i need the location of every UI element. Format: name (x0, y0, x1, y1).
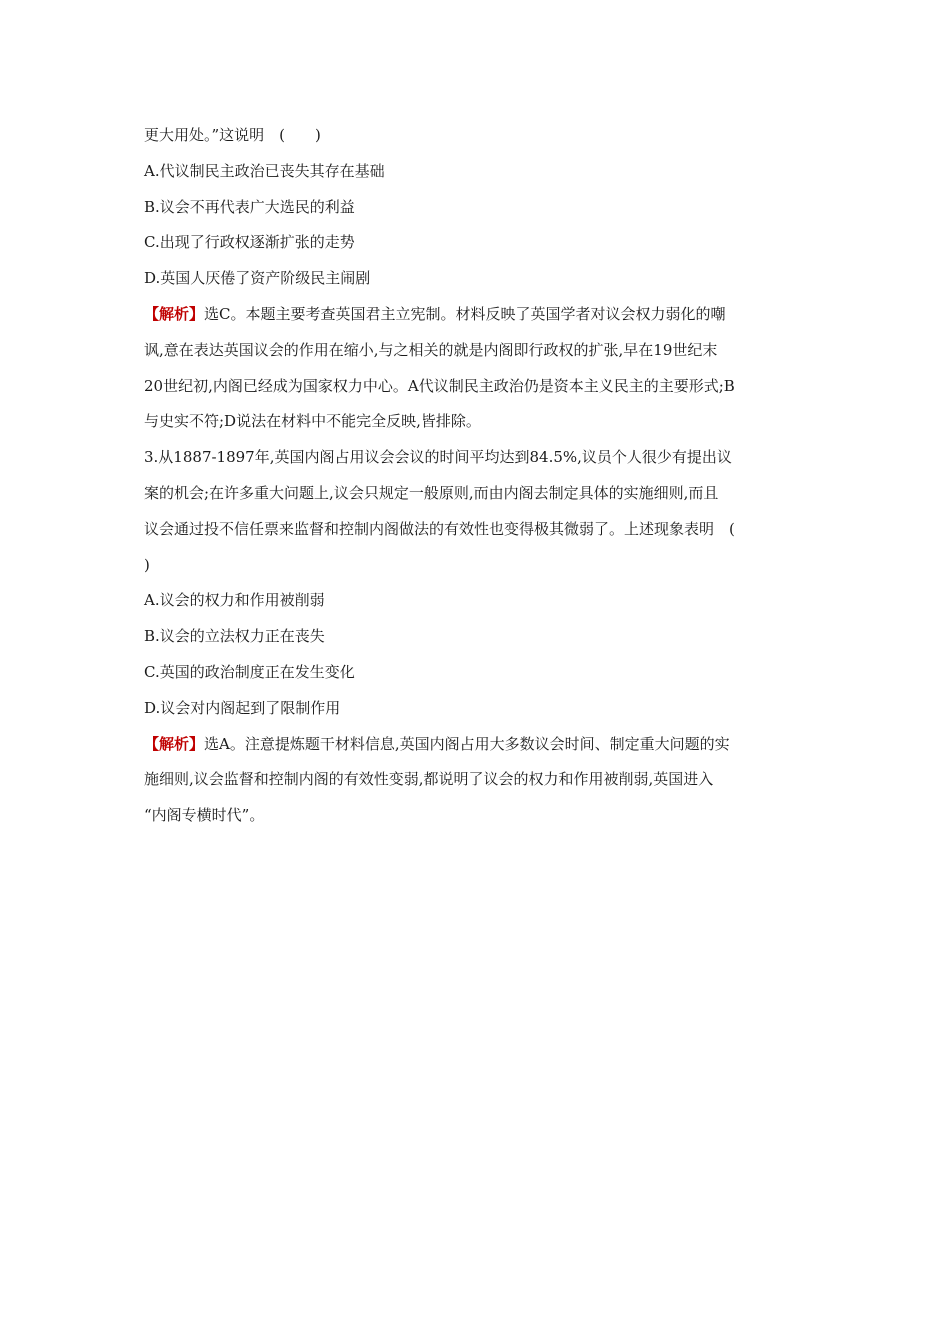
q3-option-a: A.议会的权力和作用被削弱 (144, 591, 325, 610)
document-page (144, 118, 814, 834)
q2-option-a: A.代议制民主政治已丧失其存在基础 (144, 161, 385, 180)
q2-analysis-line-3: 20世纪初,内阁已经成为国家权力中心。A代议制民主政治仍是资本主义民主的主要形式;B (144, 376, 735, 395)
q2-option-c: C.出现了行政权逐渐扩张的走势 (144, 233, 355, 252)
q2-option-d: D.英国人厌倦了资产阶级民主闹剧 (144, 269, 371, 288)
q3-analysis-line-2: 施细则,议会监督和控制内阁的有效性变弱,都说明了议会的权力和作用被削弱,英国进入 (144, 770, 714, 789)
q3-analysis-line-1 (144, 727, 814, 763)
q3-analysis-tag: 【解析】 (144, 734, 205, 753)
q2-option-b: B.议会不再代表广大选民的利益 (144, 197, 355, 216)
q3-option-d: D.议会对内阁起到了限制作用 (144, 698, 341, 717)
q3-stem-line-2: 案的机会;在许多重大问题上,议会只规定一般原则,而由内阁去制定具体的实施细则,而且 (144, 483, 719, 502)
q2-analysis-line-4: 与史实不符;D说法在材料中不能完全反映,皆排除。 (144, 412, 481, 431)
q2-stem-tail: 更大用处。”这说明 ( ) (144, 126, 321, 144)
q2-analysis-tag: 【解析】 (144, 304, 205, 323)
q3-stem-line-3: 议会通过投不信任票来监督和控制内阁做法的有效性也变得极其微弱了。上述现象表明 ( (144, 519, 735, 538)
q2-analysis-line-2: 讽,意在表达英国议会的作用在缩小,与之相关的就是内阁即行政权的扩张,早在19世纪末 (144, 340, 718, 359)
q3-option-c: C.英国的政治制度正在发生变化 (144, 662, 355, 681)
q2-analysis-line-1 (144, 297, 814, 333)
q3-option-b: B.议会的立法权力正在丧失 (144, 627, 325, 646)
q3-analysis-line-3: “内阁专横时代”。 (144, 806, 265, 825)
q3-analysis-text-1: 选A。注意提炼题干材料信息,英国内阁占用大多数议会时间、制定重大问题的实 (204, 734, 730, 753)
q3-stem-line-4: ) (144, 555, 150, 574)
q3-stem-line-1: 3.从1887-1897年,英国内阁占用议会会议的时间平均达到84.5%,议员个人很少有提出议 (144, 448, 732, 467)
q2-analysis-text-1: 选C。本题主要考查英国君主立宪制。材料反映了英国学者对议会权力弱化的嘲 (204, 304, 726, 323)
